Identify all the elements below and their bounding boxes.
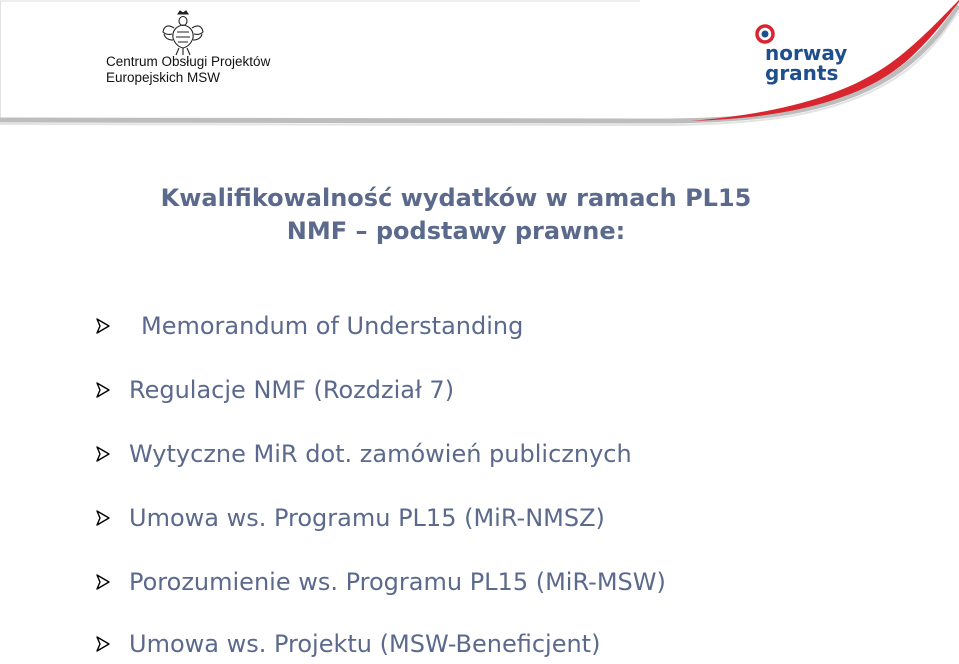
organization-name-line1: Centrum Obsługi Projektów — [106, 54, 271, 69]
arrow-bullet-icon — [96, 446, 111, 462]
norway-grants-logo — [753, 22, 849, 86]
list-item — [96, 306, 523, 346]
list-item-text: Porozumienie ws. Programu PL15 (MiR-MSW) — [129, 568, 666, 596]
arrow-bullet-icon — [96, 318, 111, 334]
organization-name — [106, 54, 270, 86]
arrow-bullet-icon — [96, 510, 111, 526]
organization-name-line2: Europejskich MSW — [106, 70, 221, 85]
list-item — [96, 370, 454, 410]
list-item — [96, 562, 666, 602]
list-item-text: Umowa ws. Projektu (MSW-Beneficjent) — [129, 630, 601, 658]
slide-header — [0, 0, 959, 128]
arrow-bullet-icon — [96, 382, 111, 398]
list-item-text: Wytyczne MiR dot. zamówień publicznych — [129, 440, 632, 468]
list-item — [96, 624, 600, 664]
list-item — [96, 434, 632, 474]
polish-eagle-icon — [162, 10, 204, 56]
list-item-text: Regulacje NMF (Rozdział 7) — [129, 376, 455, 404]
list-item-text: Memorandum of Understanding — [141, 312, 524, 340]
slide-title-line1: Kwalifikowalność wydatków w ramach PL15 — [160, 184, 752, 212]
list-item — [96, 498, 605, 538]
arrow-bullet-icon — [96, 574, 111, 590]
logo-text-norway: norway — [765, 41, 848, 65]
arrow-bullet-icon — [96, 636, 111, 652]
slide-title-line2: NMF – podstawy prawne: — [286, 217, 626, 245]
slide-title — [100, 182, 812, 248]
list-item-text: Umowa ws. Programu PL15 (MiR-NMSZ) — [129, 504, 605, 532]
logo-text-grants: grants — [765, 61, 839, 85]
